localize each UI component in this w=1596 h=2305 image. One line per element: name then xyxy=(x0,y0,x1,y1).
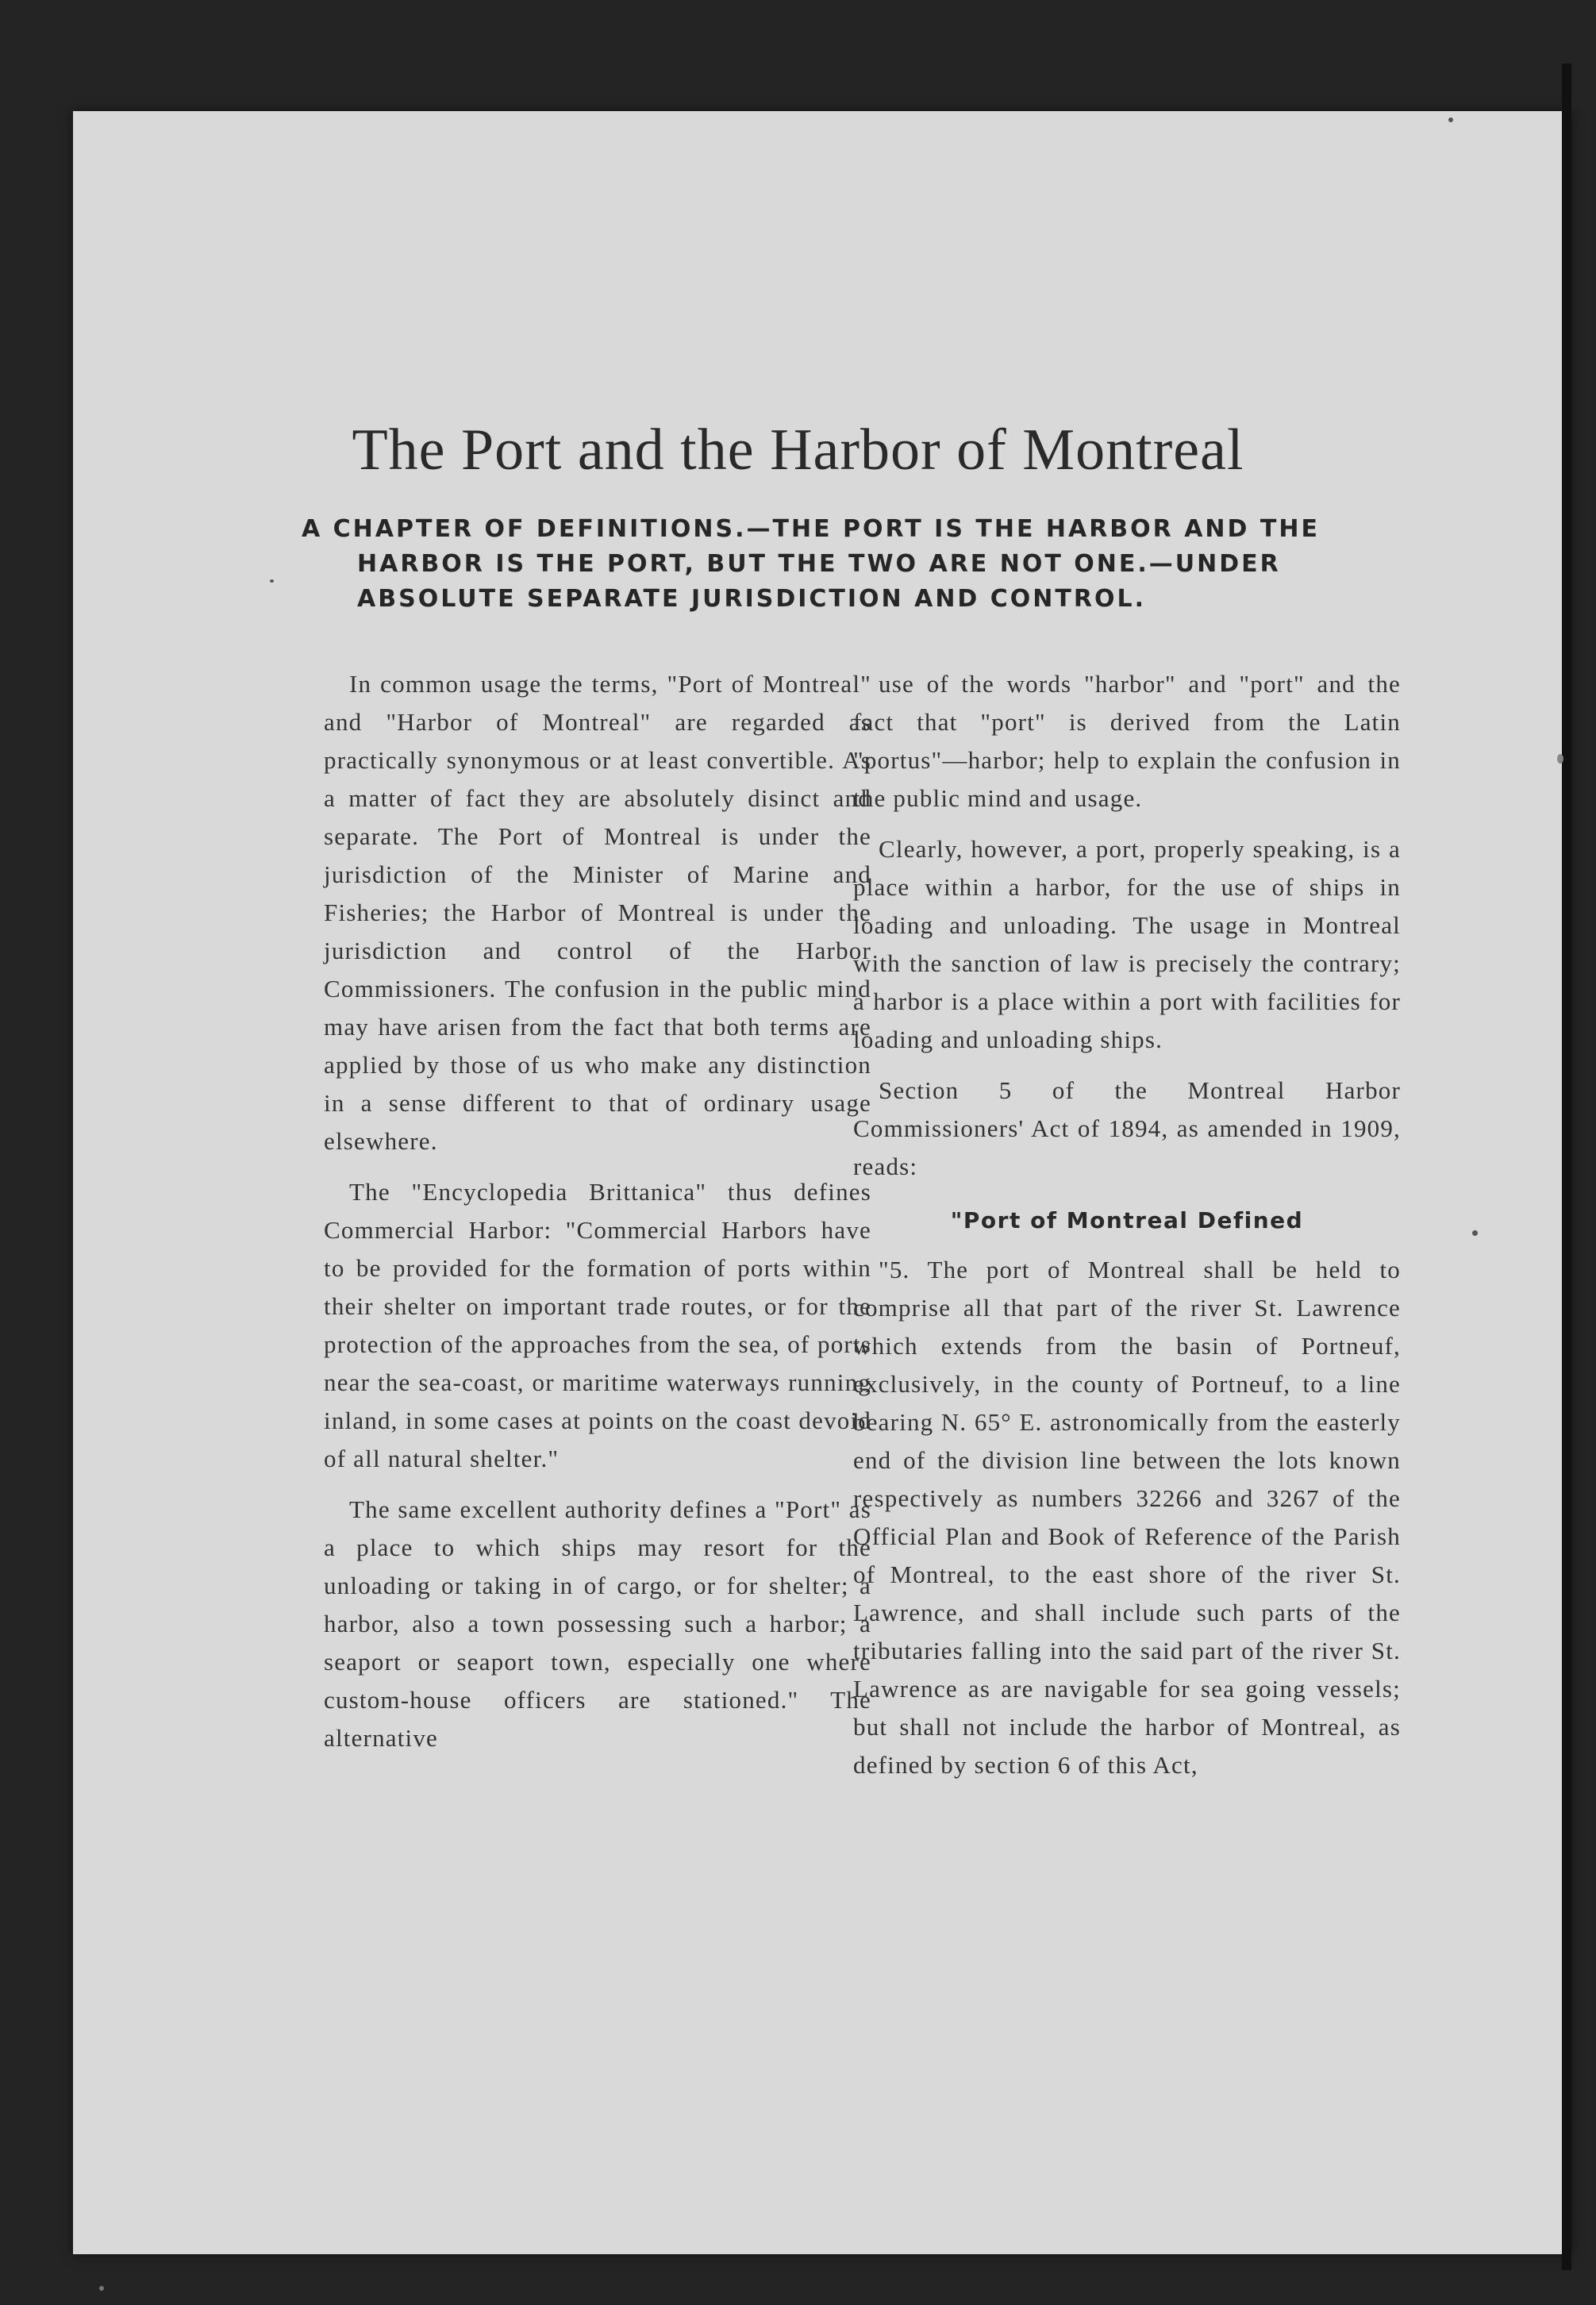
paragraph: In common usage the terms, "Port of Montreal" and "Harbor of Montreal" are regarded as practically synonymous or at least convertible. As a matter of fact they are absolutely disinct and separate. The Port of Montreal is under the jurisdiction of the Minister of Marine and Fisheries; the Harbor of Montreal is under the jurisdiction and control of the Harbor Commissioners. The confusion in the public mind may have arisen from the fact that both terms are applied by those of us who make any distinction in a sense different to that of ordinary usage elsewhere. xyxy=(324,670,871,1155)
section-heading: "Port of Montreal Defined xyxy=(950,1207,1304,1233)
left-column xyxy=(324,665,871,1770)
paragraph: The same excellent authority defines a "Port" as a place to which ships may resort for the unloading or taking in of cargo, or for shelter; a harbor, also a town possessing such a harbor; a seaport or seaport town, especially one where custom-house officers are stationed." The alternative xyxy=(324,1495,871,1752)
dust-speck xyxy=(1448,117,1453,122)
dust-speck xyxy=(1472,1230,1478,1236)
dust-speck xyxy=(99,2286,104,2291)
paragraph: The "Encyclopedia Brittanica" thus defines Commercial Harbor: "Commercial Harbors have to be provided for the formation of ports within their shelter on important trade routes, or for the protection of the approaches from the sea, of ports near the sea-coast, or maritime waterways running inland, in some cases at points on the coast devoid of all natural shelter." xyxy=(324,1178,871,1472)
page-edge-shadow xyxy=(1562,63,1571,2270)
paragraph: use of the words "harbor" and "port" and the fact that "port" is derived from the Latin "portus"—harbor; help to explain the confusion in the public mind and usage. xyxy=(853,670,1401,812)
dust-speck xyxy=(1557,754,1563,764)
paragraph: Clearly, however, a port, properly speaking, is a place within a harbor, for the use of ships in loading and unloading. The usage in Montreal with the sanction of law is precisely the contrary; a harbor is a place within a port with facilities for loading and unloading ships. xyxy=(853,835,1401,1053)
paragraph: Section 5 of the Montreal Harbor Commissioners' Act of 1894, as amended in 1909, reads: xyxy=(853,1076,1401,1180)
right-column xyxy=(853,665,1401,1797)
dust-speck xyxy=(270,579,274,583)
article-subtitle: A CHAPTER OF DEFINITIONS.—THE PORT IS THE HARBOR AND THE HARBOR IS THE PORT, BUT THE TWO ARE NOT ONE.—UNDER ABSOLUTE SEPARATE JURISDICTION AND CONTROL. xyxy=(302,515,1320,613)
article-title: The Port and the Harbor of Montreal xyxy=(352,418,1244,483)
paragraph: "5. The port of Montreal shall be held to comprise all that part of the river St. Lawrence which extends from the basin of Portneuf, exclusively, in the county of Portneuf, to a line bearing N. 65° E. astronomically from the easterly end of the division line between the lots known respectively as numbers 32266 and 3267 of the Official Plan and Book of Reference of the Parish of Montreal, to the east shore of the river St. Lawrence, and shall include such parts of the tributaries falling into the said part of the river St. Lawrence as are navigable for sea going vessels; but shall not include the harbor of Montreal, as defined by section 6 of this Act, xyxy=(853,1256,1401,1779)
